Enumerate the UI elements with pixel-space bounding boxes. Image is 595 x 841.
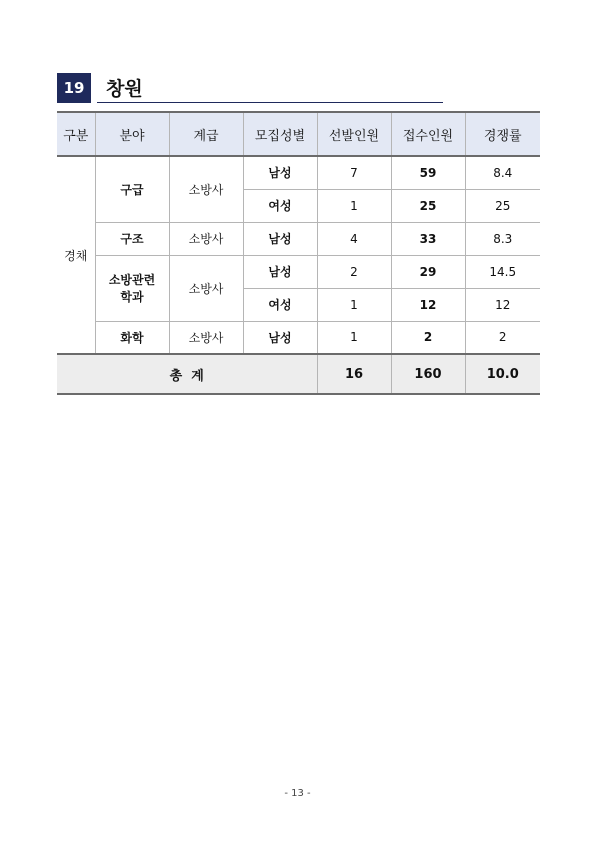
ratio-cell: 12 (465, 288, 540, 321)
header-field: 분야 (95, 112, 169, 156)
applied-cell: 25 (391, 189, 465, 222)
selected-cell: 1 (317, 189, 391, 222)
header-ratio: 경쟁률 (465, 112, 540, 156)
header-applied: 접수인원 (391, 112, 465, 156)
gender-cell: 남성 (243, 321, 317, 354)
section-title: 창원 (106, 78, 143, 100)
field-cell: 구급 (95, 156, 169, 222)
table-total-row (57, 354, 540, 394)
selected-cell: 1 (317, 321, 391, 354)
ratio-cell: 8.3 (465, 222, 540, 255)
rank-cell: 소방사 (169, 255, 243, 321)
ratio-cell: 8.4 (465, 156, 540, 189)
ratio-cell: 2 (465, 321, 540, 354)
gender-cell: 여성 (243, 288, 317, 321)
field-cell: 화학 (95, 321, 169, 354)
rank-cell: 소방사 (169, 321, 243, 354)
title-underline (97, 102, 443, 103)
table-row (57, 156, 540, 189)
page-number: - 13 - (284, 788, 311, 799)
header-rank: 계급 (169, 112, 243, 156)
applied-cell: 29 (391, 255, 465, 288)
header-gender: 모집성별 (243, 112, 317, 156)
rank-cell: 소방사 (169, 156, 243, 222)
selected-cell: 2 (317, 255, 391, 288)
total-applied: 160 (391, 354, 465, 394)
category-cell: 경채 (57, 156, 95, 354)
applied-cell: 12 (391, 288, 465, 321)
selected-cell: 4 (317, 222, 391, 255)
ratio-cell: 25 (465, 189, 540, 222)
gender-cell: 남성 (243, 222, 317, 255)
applied-cell: 2 (391, 321, 465, 354)
field-line: 소방관련 (108, 273, 156, 287)
header-category: 구분 (57, 112, 95, 156)
total-label: 총 계 (57, 354, 317, 394)
gender-cell: 남성 (243, 156, 317, 189)
total-selected: 16 (317, 354, 391, 394)
field-line: 학과 (120, 290, 144, 304)
applied-cell: 59 (391, 156, 465, 189)
gender-cell: 남성 (243, 255, 317, 288)
selected-cell: 1 (317, 288, 391, 321)
header-selected: 선발인원 (317, 112, 391, 156)
gender-cell: 여성 (243, 189, 317, 222)
table-row (57, 255, 540, 288)
applied-cell: 33 (391, 222, 465, 255)
field-cell (95, 255, 169, 321)
rank-cell: 소방사 (169, 222, 243, 255)
selected-cell: 7 (317, 156, 391, 189)
section-number-badge: 19 (57, 73, 91, 103)
table-row (57, 222, 540, 255)
ratio-cell: 14.5 (465, 255, 540, 288)
field-cell: 구조 (95, 222, 169, 255)
table-row (57, 321, 540, 354)
total-ratio: 10.0 (465, 354, 540, 394)
table-header-row (57, 112, 540, 156)
recruitment-statistics-table (57, 111, 540, 395)
